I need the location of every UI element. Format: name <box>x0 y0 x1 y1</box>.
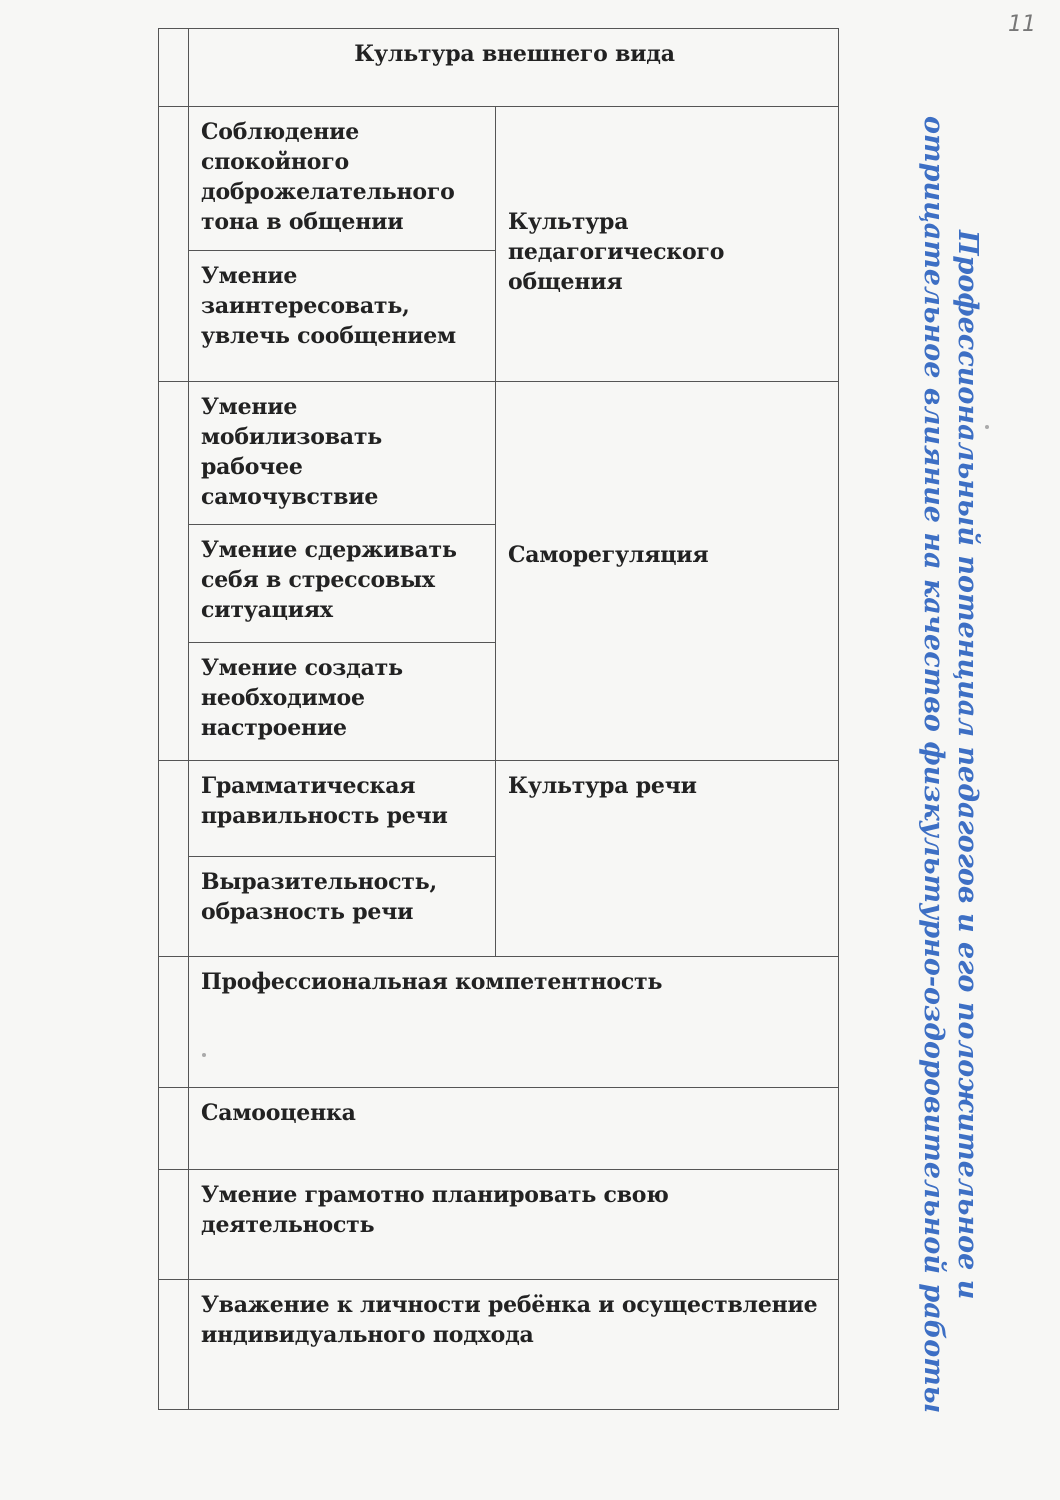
selfassessment-label: Самооценка <box>201 1100 356 1126</box>
speech-category-cell <box>496 761 839 957</box>
selfregulation-item-3: Умение создать необходимое настроение <box>201 655 403 741</box>
table-row <box>159 382 839 525</box>
competence-label: Профессиональная компетентность <box>201 969 663 995</box>
selfregulation-item-cell <box>189 382 496 525</box>
title-line-2: отрицательное влияние на качество физкультурно-оздоровительной работы <box>918 116 949 1414</box>
selfregulation-category-cell <box>496 382 839 761</box>
row-marker-cell <box>159 29 189 107</box>
competence-cell <box>189 957 839 1088</box>
communication-item-2: Умение заинтересовать, увлечь сообщением <box>201 263 456 349</box>
row-marker-cell <box>159 1280 189 1410</box>
row-marker-cell <box>159 107 189 382</box>
communication-category-cell <box>496 107 839 382</box>
appearance-cell <box>189 29 839 107</box>
scan-speck <box>202 1053 206 1057</box>
table-row <box>159 1088 839 1170</box>
respect-cell <box>189 1280 839 1410</box>
selfregulation-category: Саморегуляция <box>508 542 709 568</box>
selfregulation-item-cell <box>189 525 496 643</box>
row-marker-cell <box>159 1170 189 1280</box>
table-row <box>159 29 839 107</box>
communication-item-cell <box>189 251 496 382</box>
row-marker-cell <box>159 382 189 761</box>
table-row <box>159 957 839 1088</box>
vertical-title <box>914 100 984 1430</box>
speech-item-cell <box>189 761 496 857</box>
row-marker-cell <box>159 1088 189 1170</box>
communication-item-1: Соблюдение спокойного доброжелательного тона в общении <box>201 119 455 235</box>
selfregulation-item-cell <box>189 643 496 761</box>
communication-item-cell <box>189 107 496 251</box>
page-number: 11 <box>1008 12 1036 37</box>
row-marker-cell <box>159 957 189 1088</box>
table-row <box>159 107 839 251</box>
speech-item-2: Выразительность, образность речи <box>201 869 437 925</box>
selfregulation-item-1: Умение мобилизовать рабочее самочувствие <box>201 394 383 510</box>
selfassessment-cell <box>189 1088 839 1170</box>
speech-item-cell <box>189 857 496 957</box>
planning-label: Умение грамотно планировать свою деятельность <box>201 1182 669 1238</box>
title-line-1: Профессиональный потенциал педагогов и его положительное и <box>952 230 983 1300</box>
row-marker-cell <box>159 761 189 957</box>
scan-speck <box>985 425 989 429</box>
communication-category: Культура педагогического общения <box>508 209 725 295</box>
table-row <box>159 1170 839 1280</box>
respect-label: Уважение к личности ребёнка и осуществление индивидуального подхода <box>201 1292 818 1348</box>
table-row <box>159 1280 839 1410</box>
selfregulation-item-2: Умение сдерживать себя в стрессовых ситуациях <box>201 537 457 623</box>
appearance-label: Культура внешнего вида <box>354 41 675 67</box>
planning-cell <box>189 1170 839 1280</box>
speech-category: Культура речи <box>508 773 697 799</box>
table-row <box>159 761 839 857</box>
competence-table <box>158 28 839 1410</box>
speech-item-1: Грамматическая правильность речи <box>201 773 448 829</box>
